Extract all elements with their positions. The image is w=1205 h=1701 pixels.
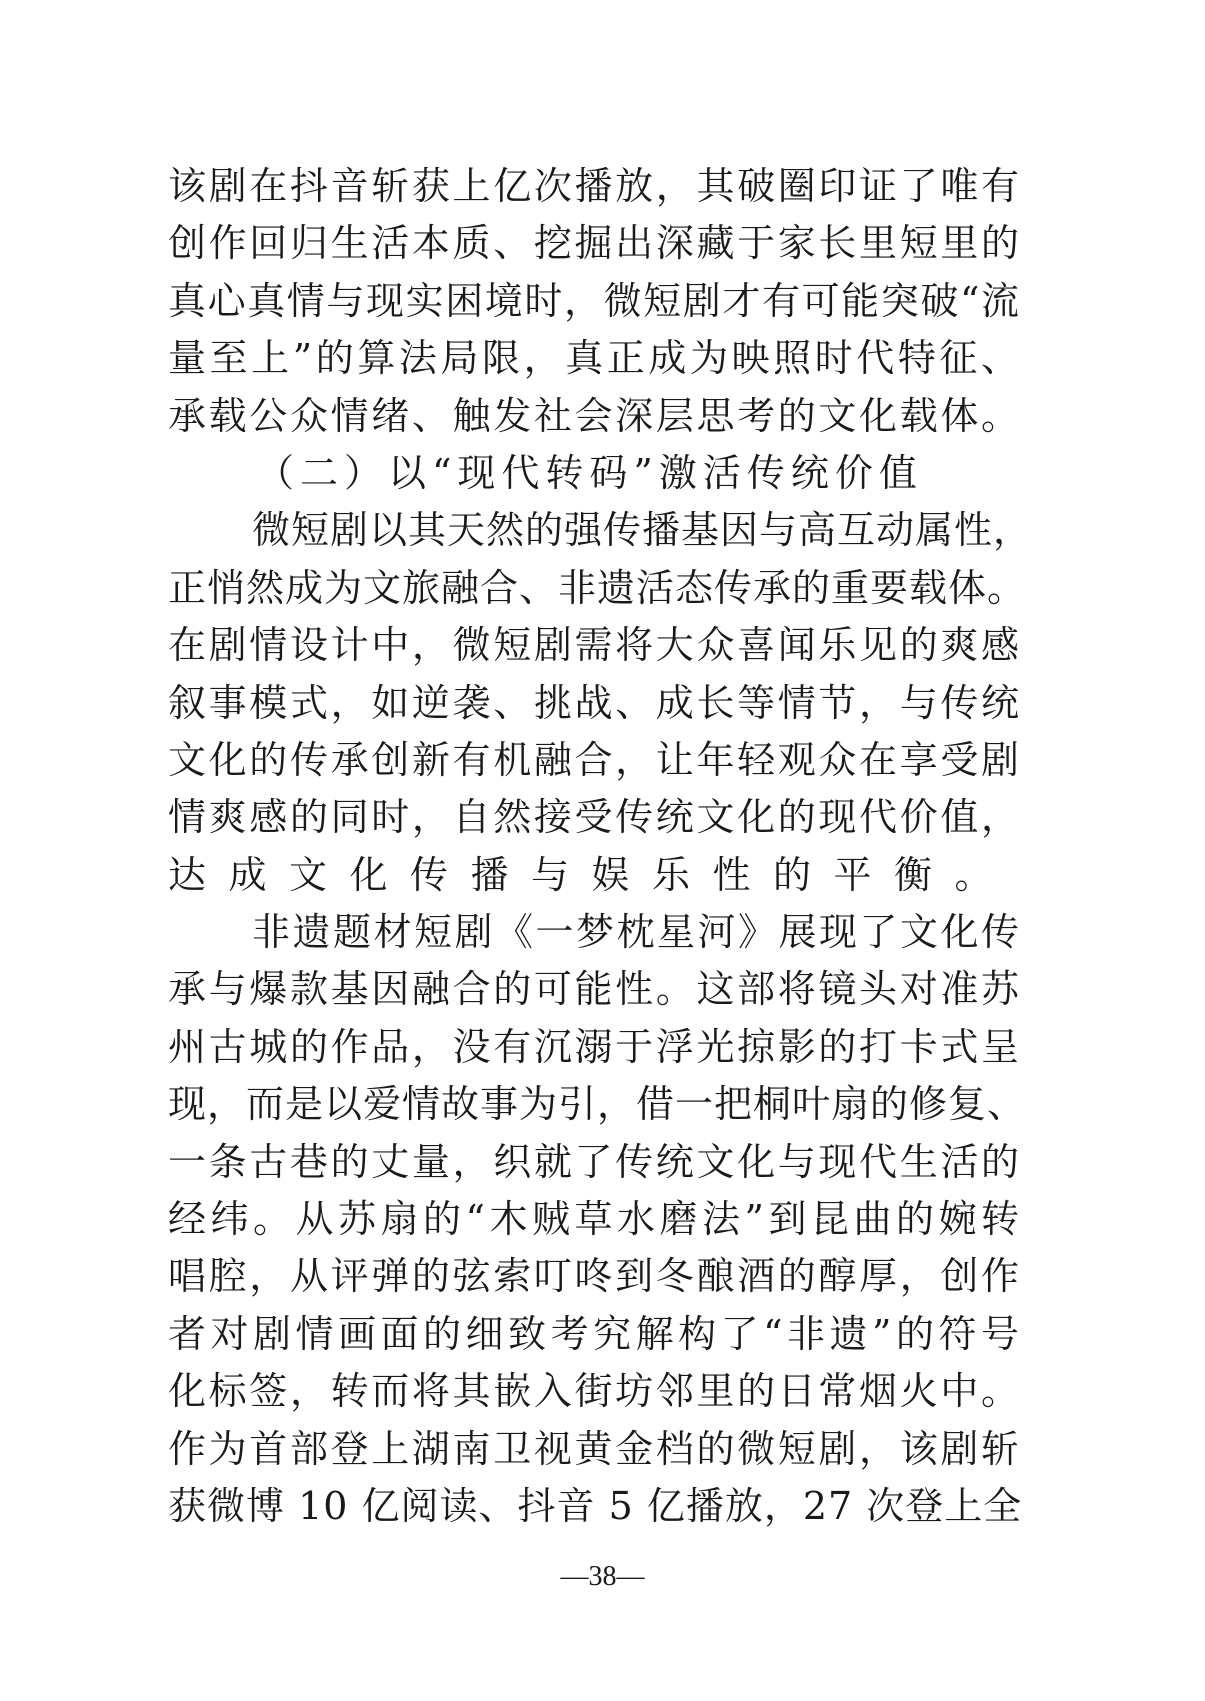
text-line: 该剧在抖音斩获上亿次播放，其破圈印证了唯有 bbox=[168, 164, 1020, 208]
text-line: 正悄然成为文旅融合、非遗活态传承的重要载体。 bbox=[168, 565, 1027, 610]
text-line: 经纬。从苏扇的“木贼草水磨法”到昆曲的婉转 bbox=[168, 1197, 1020, 1242]
text-line: 一条古巷的丈量，织就了传统文化与现代生活的 bbox=[168, 1139, 1020, 1184]
text-line: 获微博 10 亿阅读、抖音 5 亿播放，27 次登上全 bbox=[168, 1483, 1023, 1528]
section-heading: （二）以“现代转码”激活传统价值 bbox=[256, 450, 923, 495]
body-text bbox=[168, 158, 1038, 1535]
text-line: 承与爆款基因融合的可能性。这部将镜头对准苏 bbox=[168, 967, 1020, 1012]
text-line: 文化的传承创新有机融合，让年轻观众在享受剧 bbox=[168, 737, 1020, 782]
text-line: 现，而是以爱情故事为引，借一把桐叶扇的修复、 bbox=[168, 1082, 1027, 1127]
text-line: 在剧情设计中，微短剧需将大众喜闻乐见的爽感 bbox=[168, 623, 1020, 668]
text-line: 达成文化传播与娱乐性的平衡。 bbox=[168, 852, 1016, 897]
text-line: 真心真情与现实困境时，微短剧才有可能突破“流 bbox=[168, 278, 1020, 323]
page-number: —38— bbox=[560, 1561, 645, 1592]
text-line: 情爽感的同时，自然接受传统文化的现代价值， bbox=[168, 795, 1020, 840]
text-line: 非遗题材短剧《一梦枕星河》展现了文化传 bbox=[252, 910, 1020, 955]
text-line: 微短剧以其天然的强传播基因与高互动属性， bbox=[252, 508, 1033, 553]
text-line: 州古城的作品，没有沉溺于浮光掠影的打卡式呈 bbox=[168, 1024, 1020, 1069]
text-line: 承载公众情绪、触发社会深层思考的文化载体。 bbox=[168, 393, 1020, 438]
text-line: 唱腔，从评弹的弦索叮咚到冬酿酒的醇厚，创作 bbox=[168, 1254, 1020, 1299]
text-line: 叙事模式，如逆袭、挑战、成长等情节，与传统 bbox=[168, 680, 1020, 725]
text-line: 化标签，转而将其嵌入街坊邻里的日常烟火中。 bbox=[168, 1369, 1020, 1414]
text-line: 作为首部登上湖南卫视黄金档的微短剧，该剧斩 bbox=[168, 1426, 1020, 1471]
text-line: 创作回归生活本质、挖掘出深藏于家长里短里的 bbox=[168, 221, 1020, 266]
text-line: 者对剧情画面的细致考究解构了“非遗”的符号 bbox=[168, 1311, 1020, 1356]
text-line: 量至上”的算法局限，真正成为映照时代特征、 bbox=[168, 336, 1020, 381]
